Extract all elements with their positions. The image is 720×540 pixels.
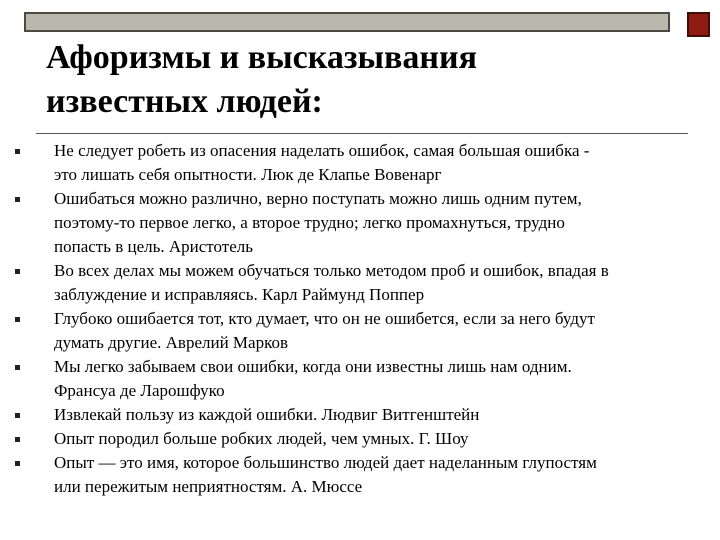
quote-text: Ошибаться можно различно, верно поступать можно лишь одним путем, поэтому-то первое легко, а второе трудно; легко промахнуться, трудно попасть в цель. Аристотель bbox=[54, 189, 582, 256]
quote-item bbox=[12, 187, 716, 259]
quote-text: Опыт породил больше робких людей, чем умных. Г. Шоу bbox=[54, 429, 469, 448]
quote-item bbox=[12, 139, 716, 187]
bullet-icon bbox=[15, 317, 20, 322]
quote-item bbox=[12, 355, 716, 403]
header-accent-square bbox=[687, 12, 710, 37]
bullet-icon bbox=[15, 461, 20, 466]
title-divider bbox=[36, 133, 688, 134]
header-bar bbox=[24, 12, 670, 32]
quote-item bbox=[12, 307, 716, 355]
bullet-icon bbox=[15, 149, 20, 154]
bullet-icon bbox=[15, 269, 20, 274]
quote-item bbox=[12, 259, 716, 307]
bullet-icon bbox=[15, 365, 20, 370]
quote-item bbox=[12, 427, 716, 451]
bullet-icon bbox=[15, 197, 20, 202]
slide-title: Афоризмы и высказывания известных людей: bbox=[46, 39, 477, 120]
quote-item bbox=[12, 451, 716, 499]
quote-item bbox=[12, 403, 716, 427]
quote-text: Глубоко ошибается тот, кто думает, что он не ошибется, если за него будут думать другие. Аврелий Марков bbox=[54, 309, 595, 352]
quote-text: Извлекай пользу из каждой ошибки. Людвиг Витгенштейн bbox=[54, 405, 480, 424]
quote-list bbox=[12, 139, 716, 499]
quote-text: Опыт — это имя, которое большинство людей дает наделанным глупостям или пережитым неприятностям. А. Мюссе bbox=[54, 453, 597, 496]
quote-text: Не следует робеть из опасения наделать ошибок, самая большая ошибка - это лишать себя опытности. Люк де Клапье Вовенарг bbox=[54, 141, 590, 184]
quote-text: Мы легко забываем свои ошибки, когда они известны лишь нам одним. Франсуа де Ларошфуко bbox=[54, 357, 572, 400]
bullet-icon bbox=[15, 413, 20, 418]
bullet-icon bbox=[15, 437, 20, 442]
quote-text: Во всех делах мы можем обучаться только методом проб и ошибок, впадая в заблуждение и исправляясь. Карл Раймунд Поппер bbox=[54, 261, 609, 304]
